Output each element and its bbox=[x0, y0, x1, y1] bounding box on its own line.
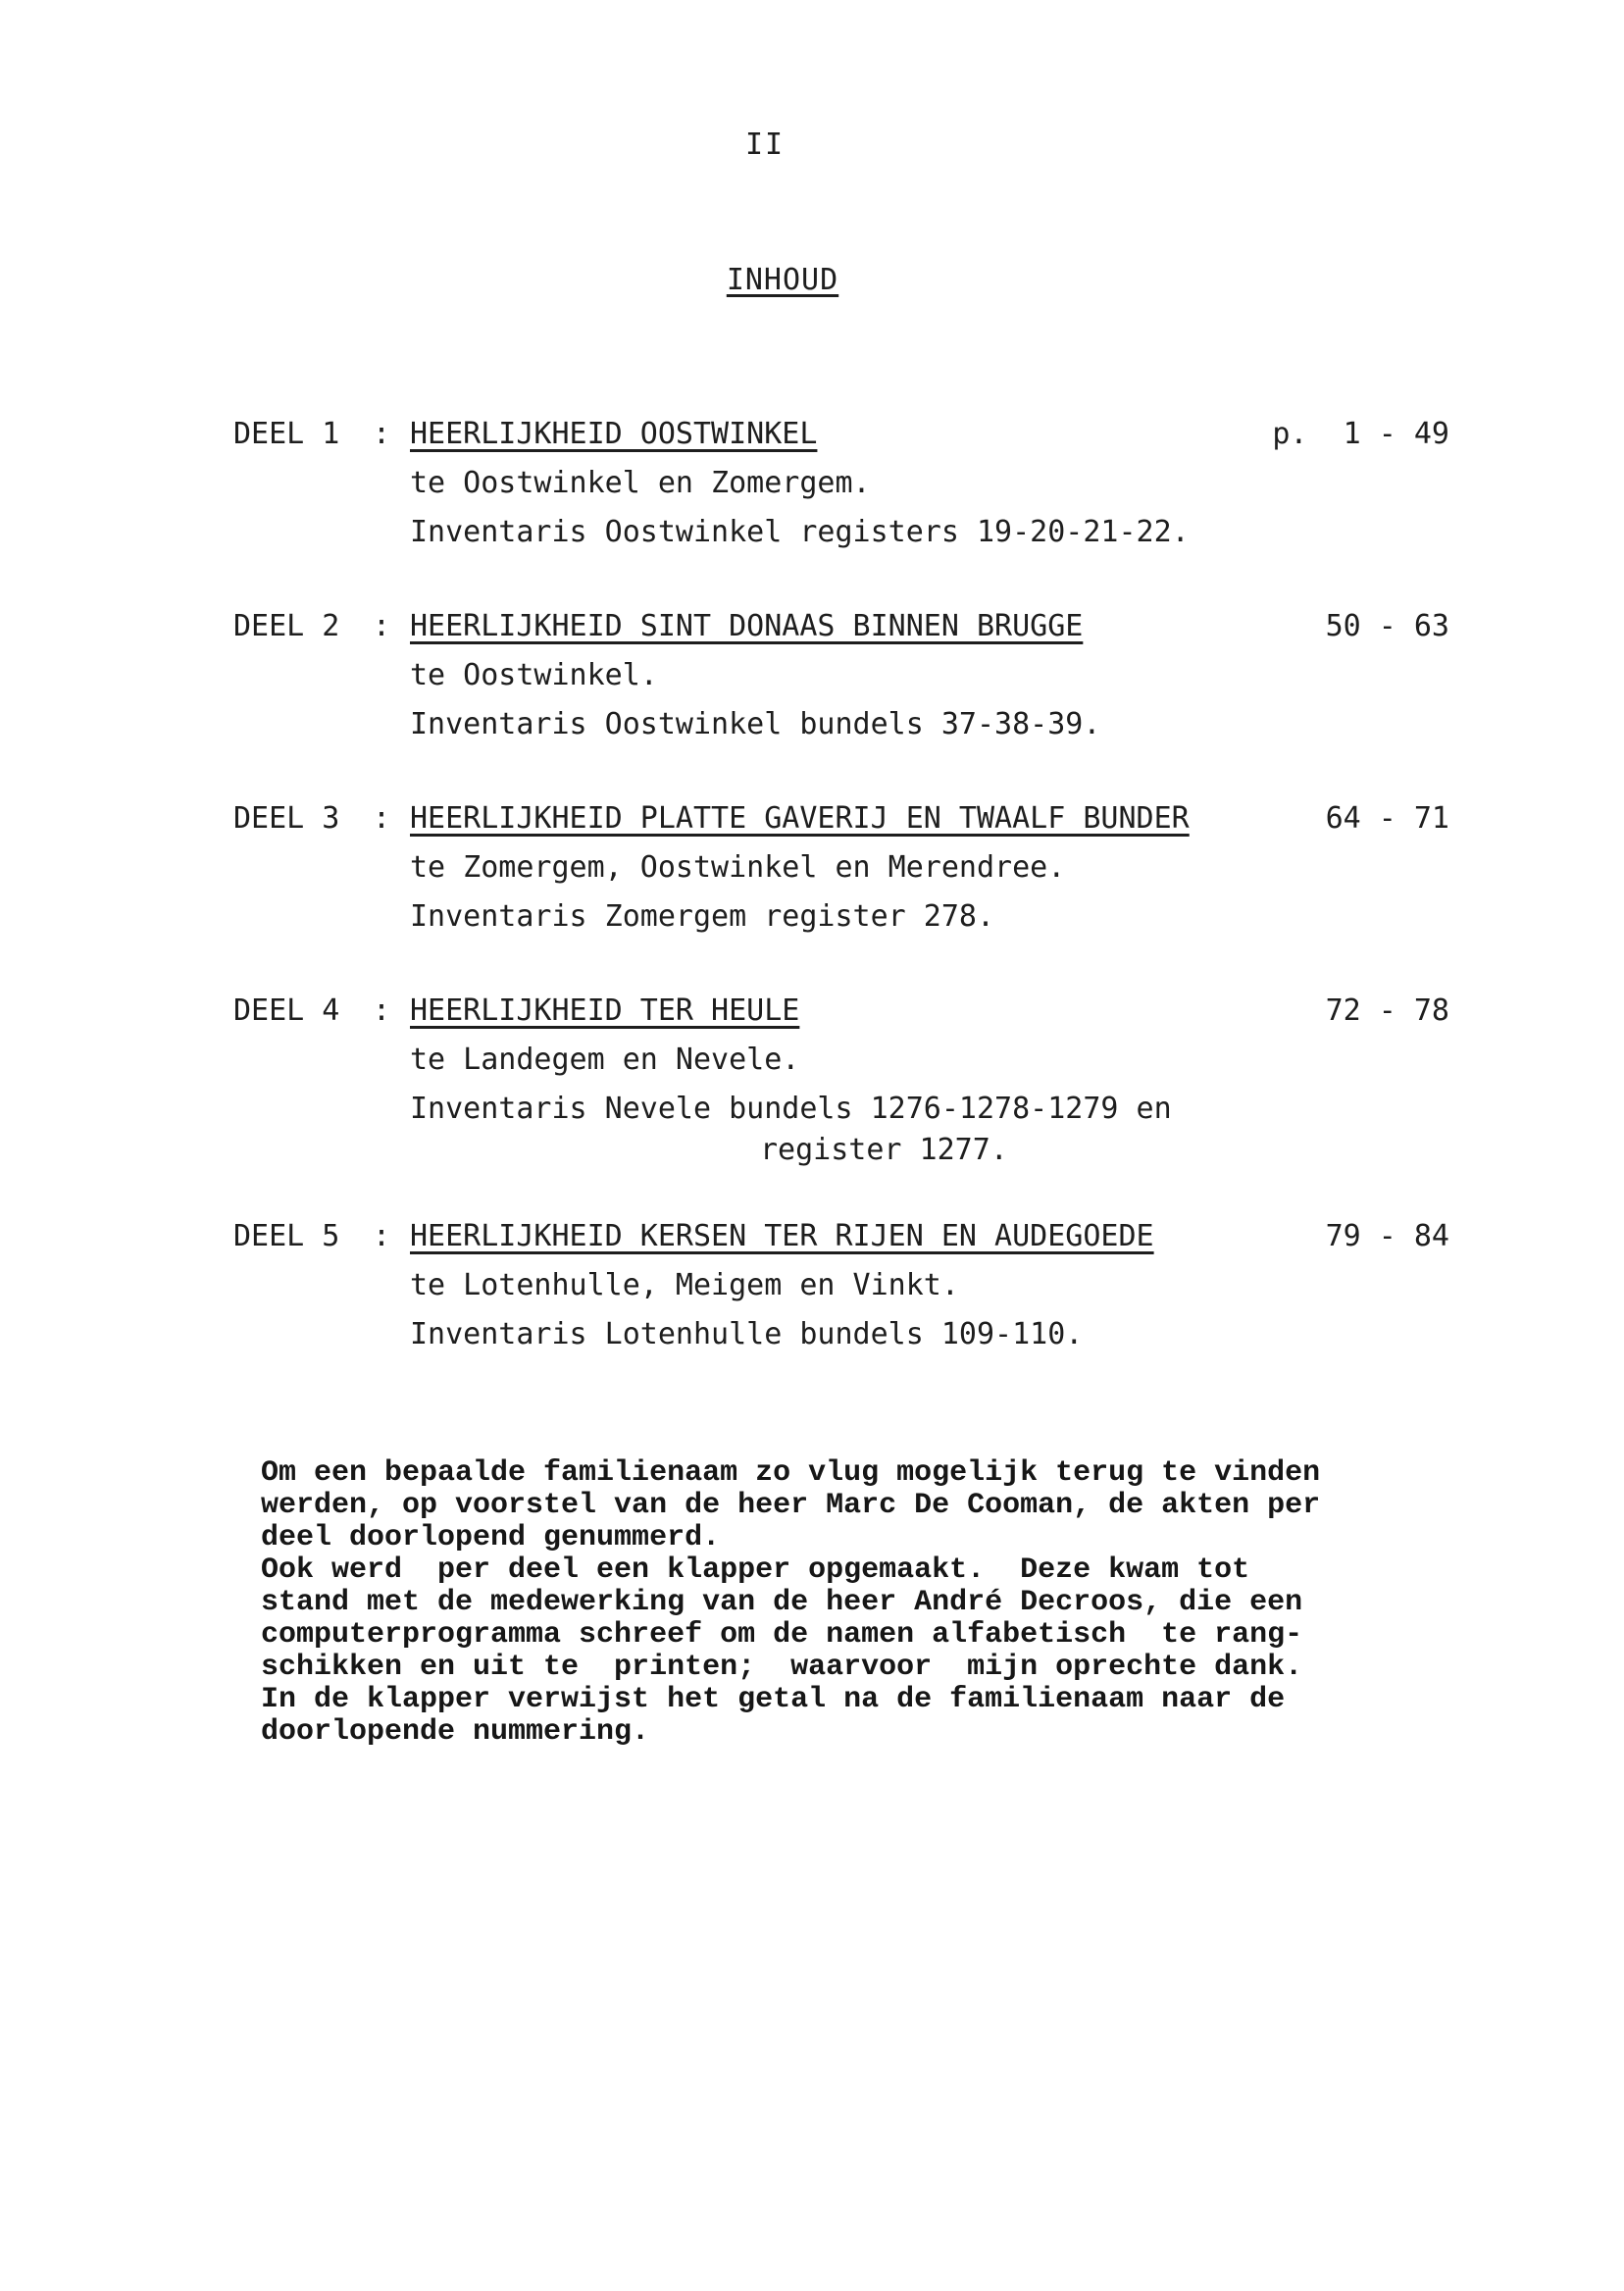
deel-label: DEEL 1 bbox=[233, 417, 340, 451]
deel-colon: : bbox=[373, 993, 391, 1028]
deel-colon: : bbox=[373, 417, 391, 451]
toc-entry-2 bbox=[233, 602, 1449, 749]
table-of-contents bbox=[233, 410, 1449, 1404]
page-range: p. 1 - 49 bbox=[1272, 417, 1449, 451]
entry-inventory: Inventaris Lotenhulle bundels 109-110. bbox=[410, 1317, 1084, 1351]
page-number: II bbox=[744, 127, 786, 162]
page-range: 79 - 84 bbox=[1325, 1219, 1449, 1253]
entry-location: te Landegem en Nevele. bbox=[410, 1043, 800, 1077]
deel-label: DEEL 5 bbox=[233, 1219, 340, 1253]
entry-heading: HEERLIJKHEID OOSTWINKEL bbox=[410, 417, 818, 451]
entry-heading: HEERLIJKHEID SINT DONAAS BINNEN BRUGGE bbox=[410, 609, 1084, 643]
entry-heading: HEERLIJKHEID TER HEULE bbox=[410, 993, 800, 1028]
entry-heading: HEERLIJKHEID PLATTE GAVERIJ EN TWAALF BUNDER bbox=[410, 801, 1190, 836]
page-range: 72 - 78 bbox=[1325, 993, 1449, 1028]
entry-inventory: Inventaris Oostwinkel bundels 37-38-39. bbox=[410, 707, 1101, 741]
entry-location: te Oostwinkel. bbox=[410, 658, 658, 692]
explanatory-note bbox=[261, 1457, 1457, 1749]
note-line: werden, op voorstel van de heer Marc De Cooman, de akten per bbox=[261, 1489, 1321, 1522]
toc-entry-3 bbox=[233, 794, 1449, 942]
page-range: 50 - 63 bbox=[1325, 609, 1449, 643]
entry-inventory-continuation: register 1277. bbox=[760, 1133, 1008, 1167]
note-line: In de klapper verwijst het getal na de familienaam naar de bbox=[261, 1683, 1286, 1716]
note-line: Ook werd per deel een klapper opgemaakt. Deze kwam tot bbox=[261, 1553, 1250, 1587]
note-line: stand met de medewerking van de heer André Decroos, die een bbox=[261, 1586, 1303, 1619]
note-line: Om een bepaalde familienaam zo vlug mogelijk terug te vinden bbox=[261, 1456, 1321, 1490]
entry-inventory: Inventaris Nevele bundels 1276-1278-1279 en bbox=[410, 1092, 1172, 1126]
note-line: schikken en uit te printen; waarvoor mijn oprechte dank. bbox=[261, 1651, 1303, 1684]
toc-entry-5 bbox=[233, 1212, 1449, 1359]
deel-colon: : bbox=[373, 801, 391, 836]
contents-title: INHOUD bbox=[726, 263, 839, 297]
toc-entry-1 bbox=[233, 410, 1449, 557]
entry-heading: HEERLIJKHEID KERSEN TER RIJEN EN AUDEGOEDE bbox=[410, 1219, 1154, 1253]
deel-colon: : bbox=[373, 1219, 391, 1253]
deel-label: DEEL 3 bbox=[233, 801, 340, 836]
toc-entry-4 bbox=[233, 987, 1449, 1167]
deel-label: DEEL 4 bbox=[233, 993, 340, 1028]
deel-colon: : bbox=[373, 609, 391, 643]
entry-location: te Oostwinkel en Zomergem. bbox=[410, 466, 871, 500]
entry-inventory: Inventaris Oostwinkel registers 19-20-21-22. bbox=[410, 515, 1190, 549]
note-line: doorlopende nummering. bbox=[261, 1715, 650, 1749]
note-line: deel doorlopend genummerd. bbox=[261, 1521, 721, 1554]
page-range: 64 - 71 bbox=[1325, 801, 1449, 836]
note-line: computerprogramma schreef om de namen alfabetisch te rang- bbox=[261, 1618, 1303, 1652]
entry-location: te Zomergem, Oostwinkel en Merendree. bbox=[410, 850, 1066, 885]
entry-inventory: Inventaris Zomergem register 278. bbox=[410, 899, 995, 934]
deel-label: DEEL 2 bbox=[233, 609, 340, 643]
entry-location: te Lotenhulle, Meigem en Vinkt. bbox=[410, 1268, 959, 1302]
